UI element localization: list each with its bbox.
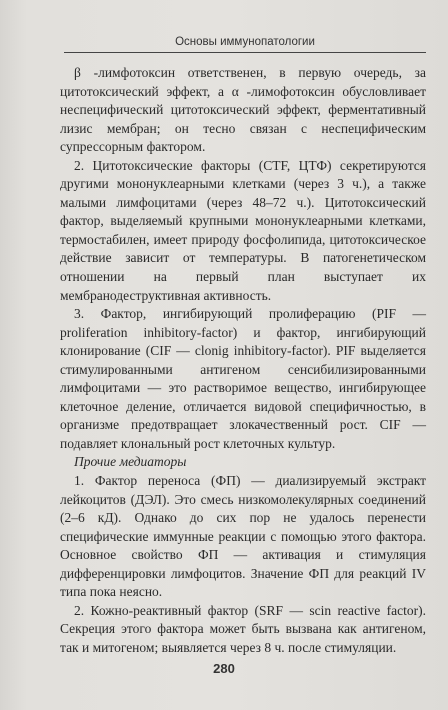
paragraph-transfer-factor: 1. Фактор переноса (ФП) — диализируемый экстракт лейкоцитов (ДЭЛ). Это смесь низкомолекулярных соединений (2–6 кД). Однако до сих пор не удалось перенести специфические иммунные реакции с помощью этого фактора. Основное свойство ФП — активация и стимуляция дифференцировки лимфоцитов. Значение ФП для реакций IV типа пока неясно. [60,473,426,600]
paragraph-pif-cif: 3. Фактор, ингибирующий пролиферацию (PIF — proliferation inhibitory-factor) и фактор, ингибирующий клонирование (CIF — clonig inhibitory-factor). PIF выделяется стимулированными антигеном сенсибилизированными лимфоцитами — это растворимое вещество, ингибирующее клеточное деление, отличается видовой специфичностью, в организме предотвращает злокачественный рост. CIF — подавляет клональный рост клеточных культур. [60,306,426,451]
body-text [60,64,426,658]
paragraph-skin-reactive-factor: 2. Кожно-реактивный фактор (SRF — scin reactive factor). Секреция этого фактора может быть вызвана как антигеном, так и митогеном; выявляется через 8 ч. после стимуляции. [60,602,426,655]
paragraph-lymphotoxin: β -лимфотоксин ответственен, в первую очередь, за цитотоксический эффект, а α -лимофотоксин обусловливает неспецифический цитотоксический эффект, ферментативный лизис мембран; он тесно связан с неспецифическим супрессорным фактором. [60,65,426,155]
paragraph-cytotoxic-factors: 2. Цитотоксические факторы (CTF, ЦТФ) секретируются другими мононуклеарными клетками (через 3 ч.), а также малыми лимфоцитами (через 48–72 ч.). Цитотоксический фактор, выделяемый крупными мононуклеарными клетками, термостабилен, имеет природу фосфолипида, цитотоксическое действие зависит от температуры. В патогенетическом отношении на первый план выступает их мембранодеструктивная активность. [60,157,426,303]
running-header [64,34,426,53]
subheading-other-mediators: Прочие медиаторы [74,454,187,470]
running-title: Основы иммунопатологии [175,36,315,48]
page-number: 280 [213,661,235,676]
